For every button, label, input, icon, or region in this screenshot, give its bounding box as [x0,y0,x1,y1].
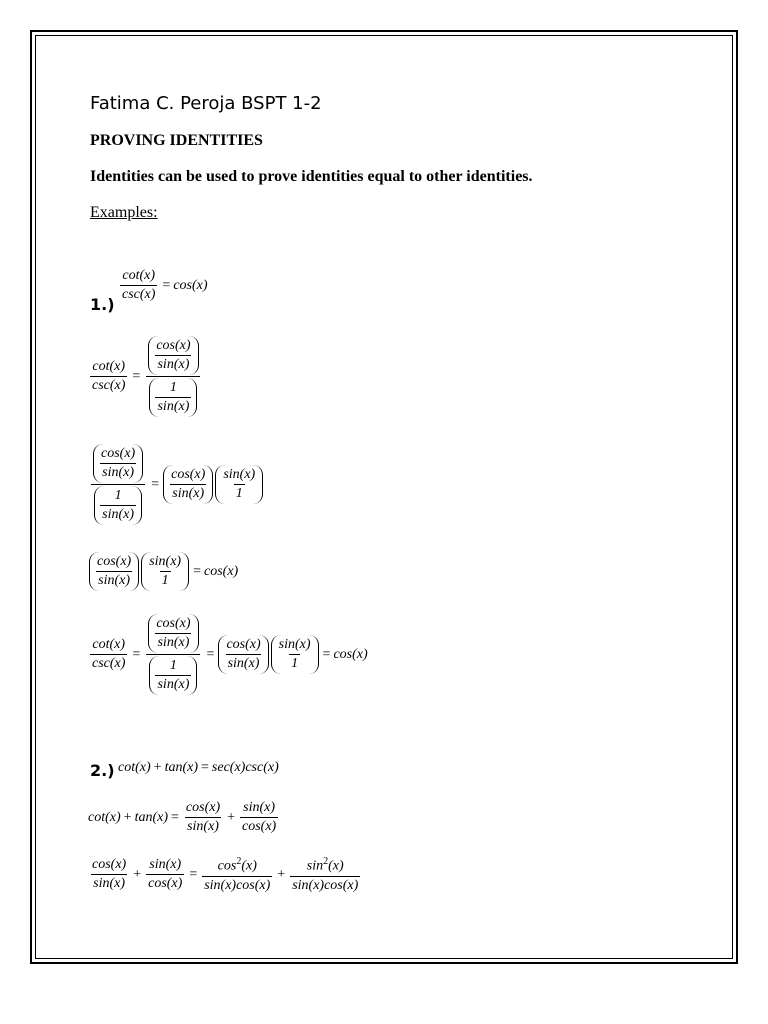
one-term: 1 [169,658,177,674]
equals-sign: = [189,866,198,882]
one-term: 1 [114,488,122,504]
equals-sign: = [151,476,160,492]
cos-term: cos(x) [101,446,136,461]
one-term: 1 [169,380,177,396]
exponent-two: 2 [236,856,242,867]
cos-term: cos(x) [204,563,239,579]
one-term: 1 [291,656,299,672]
sin-term: sin(x) [223,467,256,483]
argument-x: (x) [328,858,344,874]
csc-term: csc(x) [92,656,126,672]
cot-term: cot(x) [88,809,121,825]
cos-term: cos(x) [242,819,277,835]
example-2-step-1 [88,800,280,835]
page-heading: PROVING IDENTITIES [90,132,263,149]
lead-sentence: Identities can be used to prove identities equal to other identities. [90,168,533,185]
sin-term: sin(x) [278,637,311,653]
cos-term: cos(x) [171,467,206,483]
csc-term: csc(x) [122,287,156,303]
tan-term: tan(x) [164,760,198,775]
step-2-equation [88,444,264,525]
sin-term: sin(x) [172,486,205,502]
example-2-statement [118,760,279,776]
examples-label: Examples: [90,204,158,221]
sin-term: sin(x) [157,357,190,373]
sin-term: sin(x) [149,554,182,569]
cos-term: cos(x) [148,876,183,892]
cot-term: cot(x) [92,359,126,375]
sin-term: sin(x) [243,800,276,815]
author-line: Fatima C. Peroja BSPT 1-2 [90,93,322,114]
example-2-step-2 [88,856,362,894]
cos-term: cos(x) [156,338,191,353]
sec-term: sec(x) [211,760,246,775]
sin-term: sin(x) [149,857,182,873]
cos-term: cos(x) [156,616,191,631]
plus-sign: + [123,809,132,825]
cot-term: cot(x) [92,637,126,653]
equals-sign: = [322,646,331,662]
exponent-two: 2 [323,856,329,867]
sin-term: sin(x) [102,465,135,481]
csc-term: csc(x) [92,378,126,394]
sin-term: sin(x) [98,573,131,589]
cos-term: cos(x) [173,277,208,293]
argument-x: (x) [241,858,257,874]
cos-term: cos(x) [226,637,261,653]
cos-term: cos(x) [97,554,132,569]
sin-cos-product: sin(x)cos(x) [292,877,359,893]
one-term: 1 [161,573,169,589]
sin-cos-product: sin(x)cos(x) [204,877,271,893]
sin-term: sin(x) [157,399,190,415]
cos-term: cos(x) [333,646,368,662]
sin-term: sin(x) [93,876,126,892]
equals-sign: = [201,760,209,775]
equals-sign: = [206,646,215,662]
example-1-statement [118,268,208,303]
tan-term: tan(x) [134,809,168,825]
plus-sign: + [153,760,162,775]
cot-term: cot(x) [118,760,151,775]
sin-term: sin(x) [227,656,260,672]
sin-term: sin(x) [102,507,135,523]
sin-term: sin(x) [157,635,190,651]
step-1-equation [88,336,204,417]
sin-term: sin(x) [187,819,219,835]
cos-squared-base: cos [217,858,237,874]
example-number-1: 1.) [90,295,115,314]
equals-sign: = [162,277,171,293]
equals-sign: = [132,368,141,384]
example-number-2: 2.) [90,761,115,780]
step-3-equation [88,552,238,591]
one-term: 1 [235,486,243,502]
cot-term: cot(x) [122,268,156,283]
equals-sign: = [132,646,141,662]
plus-sign: + [227,809,236,825]
sin-term: sin(x) [157,677,190,693]
cos-term: cos(x) [92,857,127,873]
csc-term: csc(x) [245,760,279,775]
sin-squared-base: sin [306,858,324,874]
plus-sign: + [277,866,286,882]
cos-term: cos(x) [185,800,221,815]
plus-sign: + [133,866,142,882]
equals-sign: = [193,563,201,579]
step-4-equation [88,614,368,695]
equals-sign: = [171,809,179,825]
